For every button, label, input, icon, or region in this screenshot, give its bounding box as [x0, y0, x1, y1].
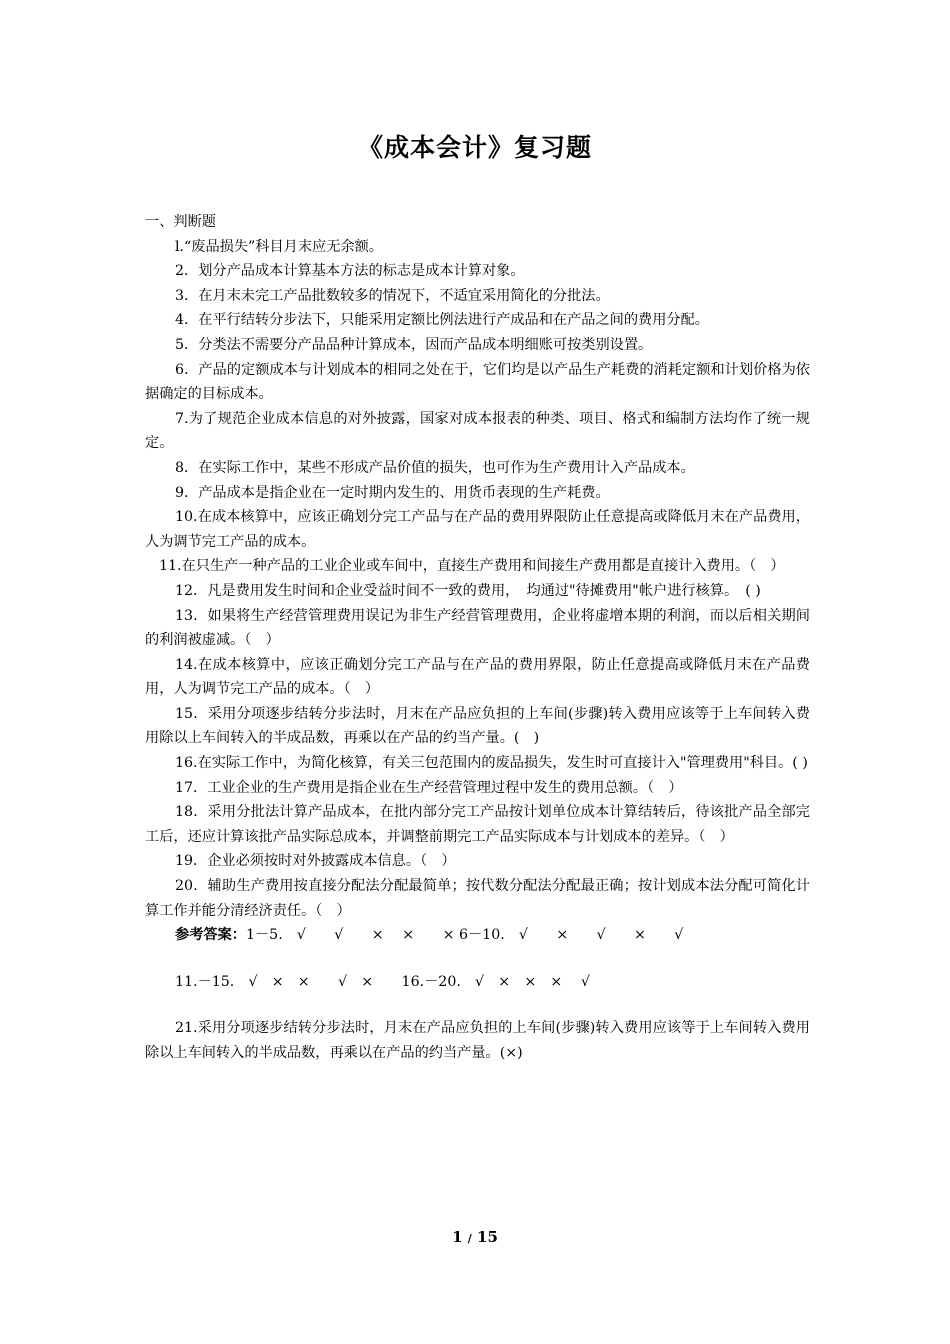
question-13: 13．如果将生产经营管理费用误记为非生产经营管理费用，企业将虚增本期的利润，而以后相关期间的利润被虚减。（ ）: [145, 607, 810, 649]
question-19: 19．企业必须按时对外披露成本信息。（ ）: [175, 853, 456, 870]
question-7: 7.为了规范企业成本信息的对外披露，国家对成本报表的种类、项目、格式和编制方法均作了统一规定。: [145, 410, 810, 452]
question-8: 8．在实际工作中，某些不形成产品价值的损失，也可作为生产费用计入产品成本。: [175, 459, 695, 476]
page-current: 1: [452, 1228, 463, 1246]
question-3: 3．在月末未完工产品批数较多的情况下，不适宜采用简化的分批法。: [175, 287, 610, 304]
answer-label: 参考答案：: [175, 927, 246, 944]
question-5: 5．分类法不需要分产品品种计算成本，因而产品成本明细账可按类别设置。: [175, 336, 653, 353]
answer-key-line-1: [145, 923, 810, 948]
answer-values-1: 1－5. √ √ × × × 6－10. √ × √ × √: [245, 927, 684, 944]
question-2: 2．划分产品成本计算基本方法的标志是成本计算对象。: [175, 263, 525, 280]
question-21: 21.采用分项逐步结转分步法时，月末在产品应负担的上车间(步骤)转入费用应该等于上车间转入费用除以上车间转入的半成品数，再乘以在产品的约当产量。(×): [145, 1020, 810, 1061]
question-14: 14.在成本核算中，应该正确划分完工产品与在产品的费用界限，防止任意提高或降低月末在产品费用，人为调节完工产品的成本。（ ）: [145, 656, 810, 698]
question-18: 18．采用分批法计算产品成本，在批内部分完工产品按计划单位成本计算结转后，待该批产品全部完工后，还应计算该批产品实际总成本，并调整前期完工产品实际成本与计划成本的差异。（ ）: [145, 804, 810, 845]
question-17: 17．工业企业的生产费用是指企业在生产经营管理过程中发生的费用总额。（ ）: [175, 779, 683, 796]
section-heading: 一、判断题: [145, 214, 216, 230]
question-10: 10.在成本核算中，应该正确划分完工产品与在产品的费用界限防止任意提高或降低月末在产品费用，人为调节完工产品的成本。: [145, 509, 810, 550]
question-6: 6．产品的定额成本与计划成本的相同之处在于，它们均是以产品生产耗费的消耗定额和计划价格为依据确定的目标成本。: [145, 361, 810, 403]
page-separator: /: [467, 1232, 472, 1245]
question-4: 4．在平行结转分步法下，只能采用定额比例法进行产成品和在产品之间的费用分配。: [175, 312, 709, 329]
page-number: [0, 1228, 950, 1246]
question-1: l.“废品损失”科目月末应无余额。: [175, 238, 383, 255]
question-11: 11.在只生产一种产品的工业企业或车间中，直接生产费用和间接生产费用都是直接计入费用。（ ）: [159, 558, 785, 575]
document-body: [145, 210, 810, 1066]
question-15: 15．采用分项逐步结转分步法时，月末在产品应负担的上车间(步骤)转入费用应该等于上车间转入费用除以上车间转入的半成品数，再乘以在产品的约当产量。( ): [145, 705, 810, 747]
page-total: 15: [477, 1228, 498, 1246]
page-title: 《成本会计》复习题: [357, 133, 592, 162]
answer-key-line-2: 11.－15. √ × × √ × 16.－20. √ × × × √: [175, 973, 591, 990]
question-9: 9．产品成本是指企业在一定时期内发生的、用货币表现的生产耗费。: [175, 484, 610, 501]
question-16: 16.在实际工作中，为简化核算，有关三包范围内的废品损失，发生时可直接计入"管理费用"科目。( ): [175, 755, 808, 772]
question-12: 12．凡是费用发生时间和企业受益时间不一致的费用， 均通过"待摊费用"帐户进行核算。 ( ): [175, 582, 761, 599]
question-20: 20．辅助生产费用按直接分配法分配最简单；按代数分配法分配最正确；按计划成本法分配可简化计算工作并能分清经济责任。（ ）: [145, 878, 810, 919]
